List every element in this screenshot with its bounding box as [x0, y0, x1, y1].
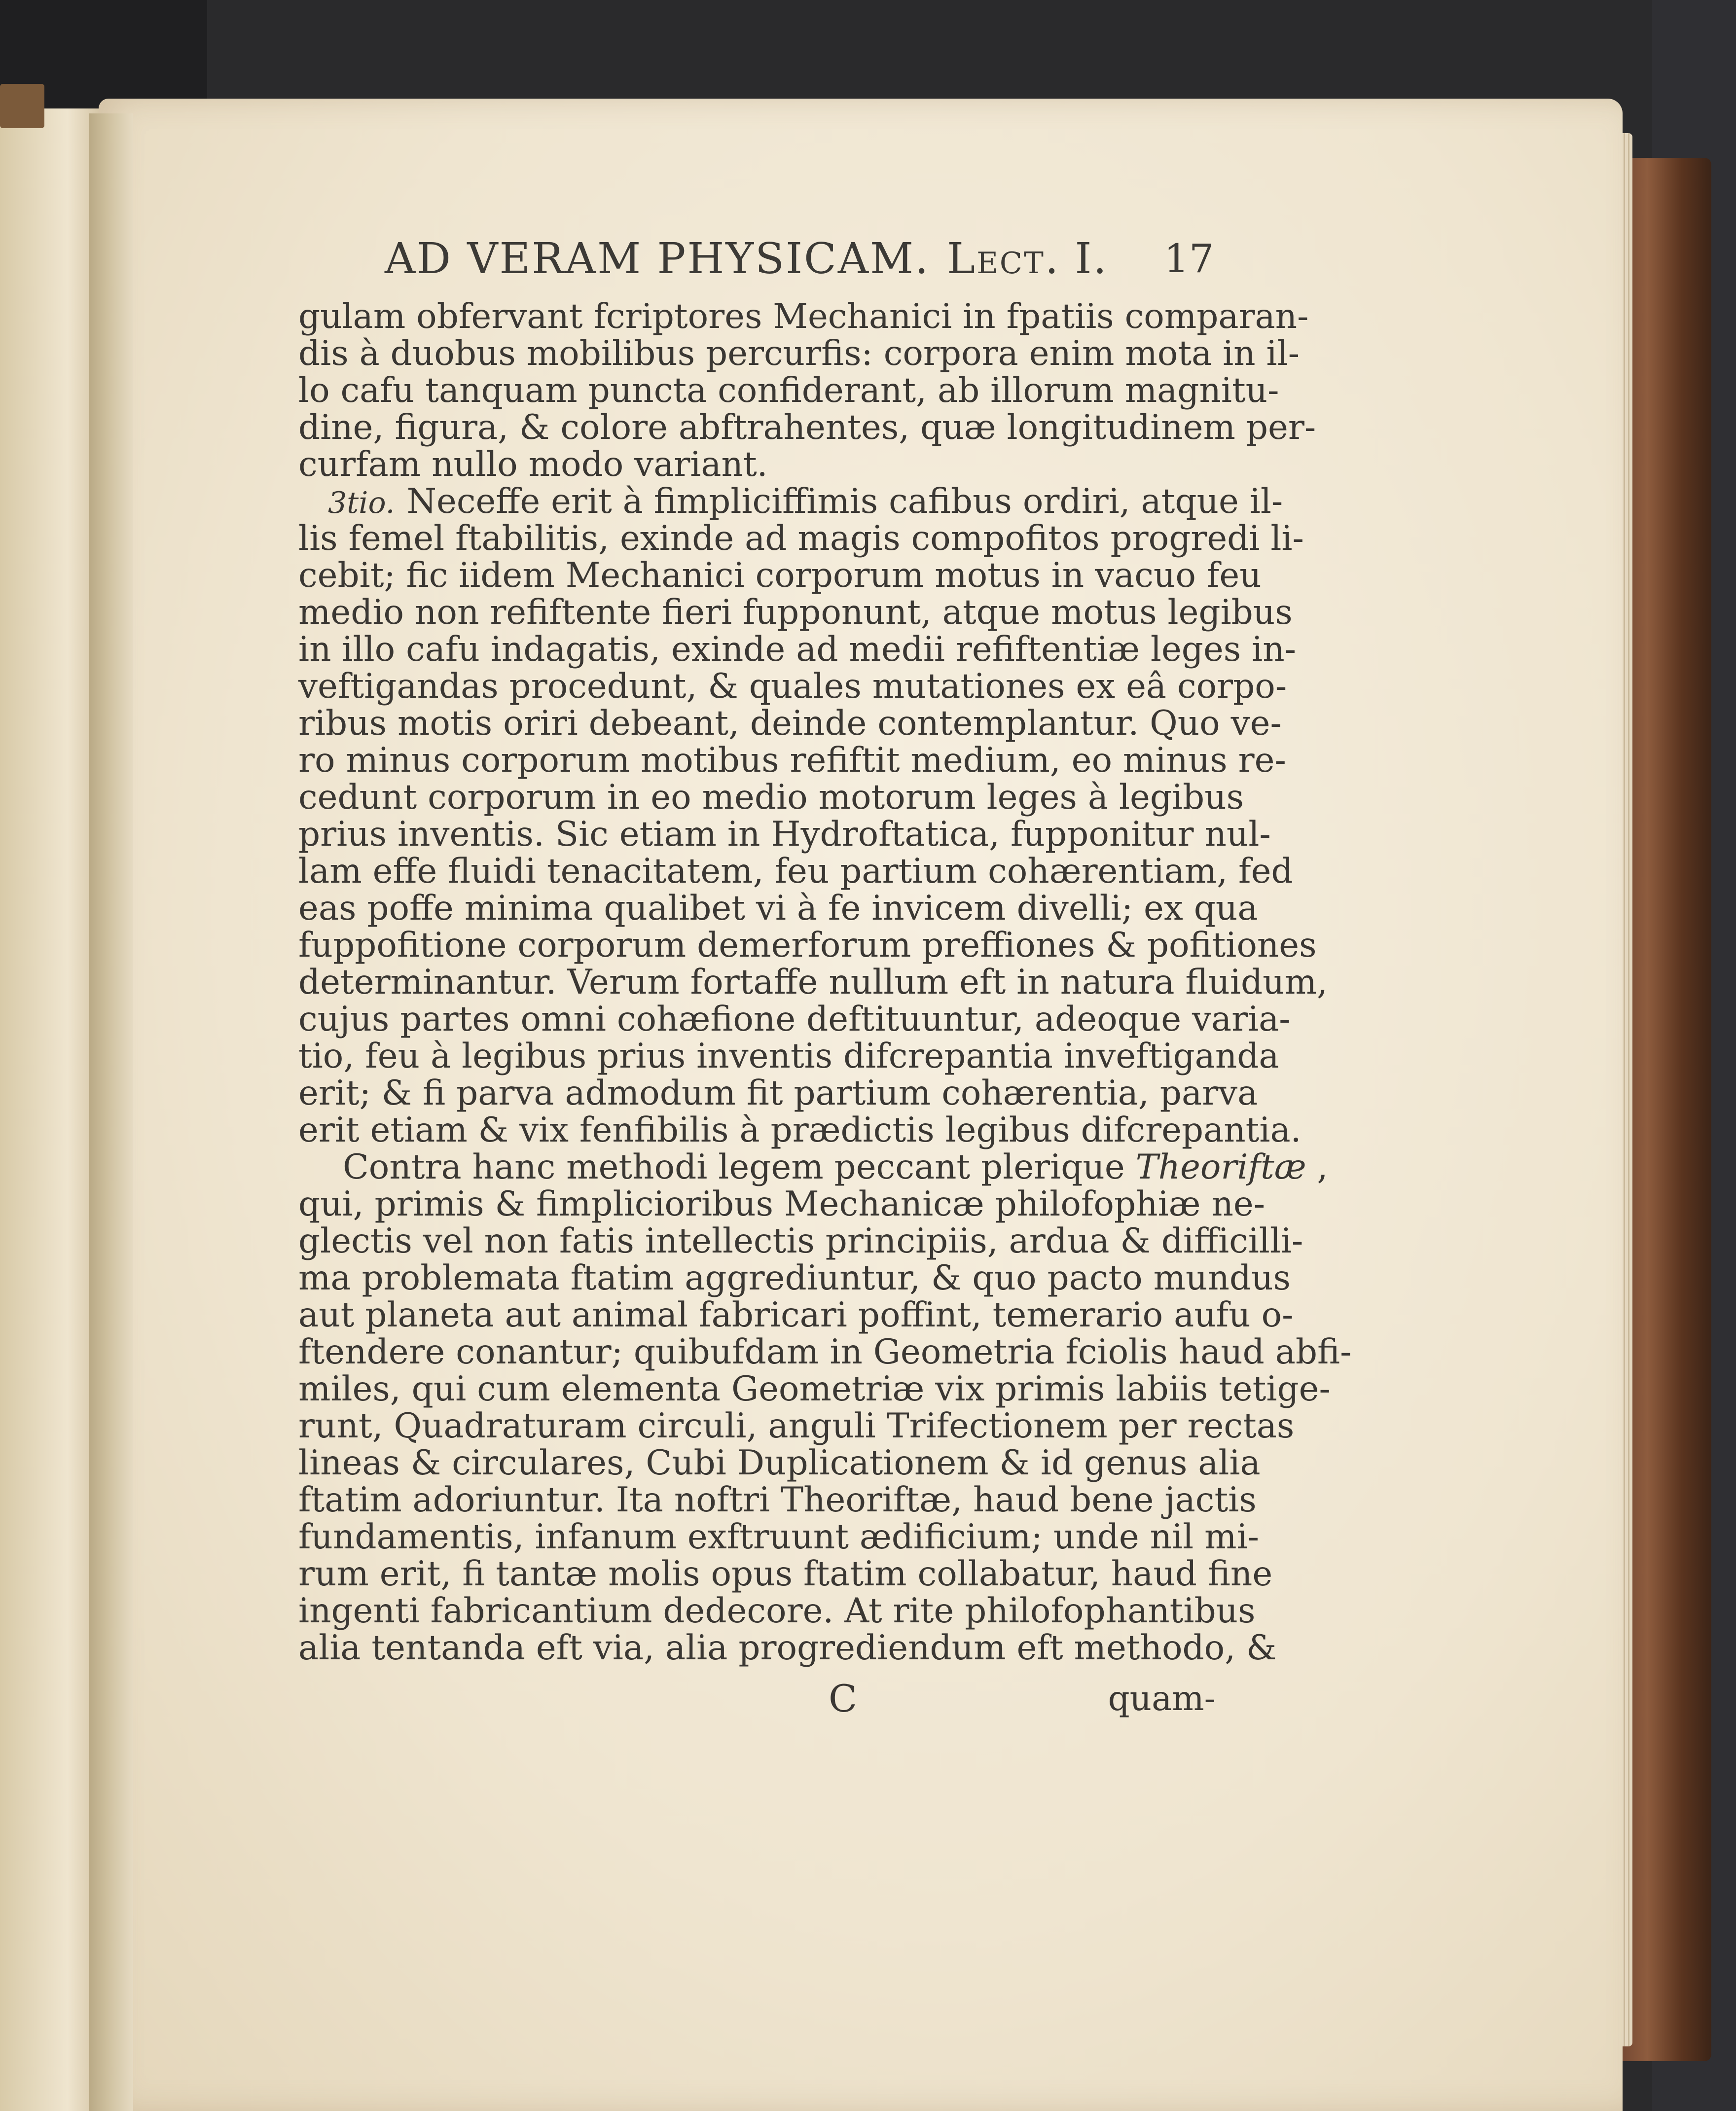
text-line: qui, primis & fimplicioribus Mechanicæ philofophiæ ne-: [298, 1184, 1266, 1224]
text-line: lis femel ftabilitis, exinde ad magis compofitos progredi li-: [298, 519, 1304, 558]
header-lecture: Lect. I.: [947, 234, 1108, 284]
text-line: aut planeta aut animal fabricari poffint, temerario aufu o-: [298, 1295, 1294, 1335]
text-line: dis à duobus mobilibus percurfis: corpora enim mota in il-: [298, 334, 1300, 373]
text-line: ftatim adoriuntur. Ita noftri Theoriftæ, haud bene jactis: [298, 1480, 1257, 1520]
text-segment: ,: [1317, 1147, 1328, 1187]
text-line: erit; & fi parva admodum fit partium cohærentia, parva: [298, 1073, 1258, 1113]
binding-corner: [0, 84, 44, 128]
text-line: cedunt corporum in eo medio motorum leges à legibus: [298, 778, 1244, 817]
text-line: cujus partes omni cohæfione deftituuntur, adeoque varia-: [298, 1000, 1291, 1039]
running-header: [306, 229, 1233, 288]
text-line: miles, qui cum elementa Geometriæ vix primis labiis tetige-: [298, 1369, 1331, 1409]
text-line: lam effe fluidi tenacitatem, feu partium cohærentiam, fed: [298, 852, 1293, 891]
page-footer: [298, 1677, 1216, 1721]
text-line: prius inventis. Sic etiam in Hydroftatica, fupponitur nul-: [298, 815, 1271, 854]
text-line: glectis vel non fatis intellectis principiis, ardua & difficilli-: [298, 1221, 1303, 1261]
header-title: AD VERAM PHYSICAM.: [385, 234, 930, 284]
paragraph-start: [298, 482, 1283, 521]
text-line: runt, Quadraturam circuli, anguli Trifectionem per rectas: [298, 1406, 1295, 1446]
text-segment: Contra hanc methodi legem peccant plerique: [343, 1147, 1125, 1187]
text-line: cebit; fic iidem Mechanici corporum motus in vacuo feu: [298, 556, 1262, 595]
italic-term: Theoriftæ: [1135, 1147, 1306, 1187]
body-text: [298, 297, 1352, 1668]
page-number: 17: [1164, 236, 1214, 282]
text-line: alia tentanda eft via, alia progrediendum eft methodo, &: [298, 1628, 1277, 1668]
text-line: erit etiam & vix fenfibilis à prædictis legibus difcrepantia.: [298, 1110, 1302, 1150]
text-line: ingenti fabricantium dedecore. At rite philofophantibus: [298, 1591, 1256, 1631]
text-line: ribus motis oriri debeant, deinde contemplantur. Quo ve-: [298, 704, 1282, 743]
text-line: in illo cafu indagatis, exinde ad medii refiftentiæ leges in-: [298, 630, 1296, 669]
paragraph-start: [298, 1147, 1328, 1187]
text-segment: Neceffe erit à fimpliciffimis cafibus ordiri, atque il-: [406, 482, 1283, 521]
text-line: determinantur. Verum fortaffe nullum eft in natura fluidum,: [298, 963, 1328, 1002]
text-line: gulam obfervant fcriptores Mechanici in fpatiis comparan-: [298, 297, 1309, 336]
text-line: veftigandas procedunt, & quales mutationes ex eâ corpo-: [298, 667, 1287, 706]
text-line: lo cafu tanquam puncta confiderant, ab illorum magnitu-: [298, 371, 1279, 410]
text-line: lineas & circulares, Cubi Duplicationem & id genus alia: [298, 1443, 1261, 1483]
signature-mark: C: [829, 1677, 858, 1720]
text-line: fuppofitione corporum demerforum preffiones & pofitiones: [298, 926, 1317, 965]
page-gutter: [89, 113, 133, 2111]
text-line: ma problemata ftatim aggrediuntur, & quo pacto mundus: [298, 1258, 1291, 1298]
text-line: ro minus corporum motibus refiftit medium, eo minus re-: [298, 741, 1286, 780]
text-line: dine, figura, & colore abftrahentes, quæ longitudinem per-: [298, 408, 1316, 447]
text-line: tio, feu à legibus prius inventis difcrepantia inveftiganda: [298, 1037, 1279, 1076]
text-line: ftendere conantur; quibufdam in Geometria fciolis haud abfi-: [298, 1332, 1352, 1372]
text-line: medio non refiftente fieri fupponunt, atque motus legibus: [298, 593, 1293, 632]
text-line: eas poffe minima qualibet vi à fe invicem divelli; ex qua: [298, 889, 1258, 928]
text-line: rum erit, fi tantæ molis opus ftatim collabatur, haud fine: [298, 1554, 1273, 1594]
facing-page-edge: [0, 108, 104, 2111]
catchword: quam-: [1108, 1679, 1216, 1718]
text-line: curfam nullo modo variant.: [298, 445, 768, 484]
marginal-note: 3tio.: [328, 486, 395, 520]
text-line: fundamentis, infanum exftruunt ædificium; unde nil mi-: [298, 1517, 1259, 1557]
